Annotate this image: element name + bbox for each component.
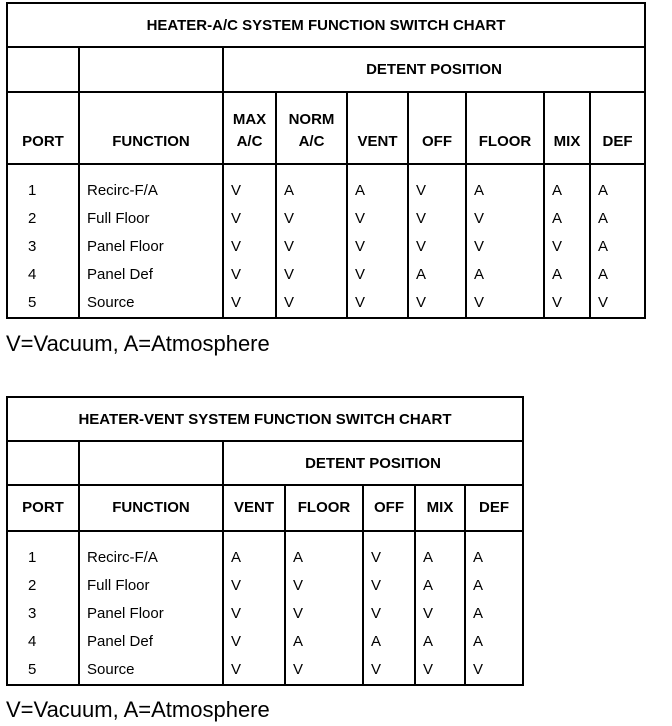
values-mix [544,164,590,318]
value-cell: A [473,577,484,594]
value-cell: V [371,605,382,622]
value-cell: V [371,661,382,678]
position-header-line: MIX [553,133,581,150]
value-cell: V [416,210,427,227]
detent-position-header: DETENT POSITION [223,441,523,485]
value-cell: V [355,210,366,227]
value-cell: V [552,294,563,311]
values-floor [466,164,544,318]
value-cell: A [423,633,434,650]
function-name: Panel Def [87,266,153,283]
heater-ac-chart [6,2,646,319]
detent-position-header: DETENT POSITION [223,47,645,92]
value-cell: V [284,238,295,255]
value-cell: A [598,266,609,283]
function-name: Panel Def [87,633,153,650]
value-cell: A [473,633,484,650]
value-cell: A [598,182,609,199]
values-vent [223,531,285,685]
value-cell: V [355,238,366,255]
position-header-line: FLOOR [478,133,532,150]
blank-cell [79,441,223,485]
position-header-line: A/C [236,133,263,150]
function-name: Recirc-F/A [87,182,158,199]
function-column [79,164,223,318]
value-cell: V [355,266,366,283]
values-norm-ac [276,164,347,318]
function-column [79,531,223,685]
position-header-line: A/C [298,133,325,150]
position-header-line: VENT [357,133,398,150]
value-cell: V [231,294,242,311]
legend-text: V=Vacuum, A=Atmosphere [6,697,270,722]
value-cell: V [293,577,304,594]
function-name: Panel Floor [87,238,164,255]
value-cell: A [598,210,609,227]
function-name: Full Floor [87,210,150,227]
value-cell: V [284,294,295,311]
legend-text: V=Vacuum, A=Atmosphere [6,331,270,356]
value-cell: A [416,266,427,283]
port-header: PORT [7,92,79,164]
function-name: Source [87,661,135,678]
value-cell: A [473,605,484,622]
values-vent [347,164,408,318]
value-cell: A [371,633,382,650]
port-number: 2 [28,210,37,227]
value-cell: V [473,661,484,678]
value-cell: A [423,549,434,566]
port-column [7,531,79,685]
position-header-vent: VENT [223,485,285,531]
position-header-line: MAX [232,111,267,128]
value-cell: V [293,661,304,678]
value-cell: V [284,210,295,227]
values-def [590,164,645,318]
value-cell: V [416,294,427,311]
value-cell: V [231,605,242,622]
position-header-off: OFF [363,485,415,531]
position-header-vent [347,92,408,164]
value-cell: V [355,294,366,311]
blank-cell [7,47,79,92]
value-cell: V [416,238,427,255]
value-cell: V [474,238,485,255]
position-header-mix: MIX [415,485,465,531]
value-cell: V [552,238,563,255]
function-name: Full Floor [87,577,150,594]
position-header-max-ac [223,92,276,164]
position-header-line: DEF [602,133,633,150]
value-cell: A [598,238,609,255]
value-cell: V [231,266,242,283]
value-cell: A [552,210,563,227]
port-number: 3 [28,238,37,255]
value-cell: A [423,577,434,594]
values-off [408,164,466,318]
value-cell: A [552,266,563,283]
blank-cell [7,441,79,485]
value-cell: V [416,182,427,199]
function-name: Panel Floor [87,605,164,622]
value-cell: A [231,549,242,566]
value-cell: A [355,182,366,199]
values-off [363,531,415,685]
position-header-norm-ac [276,92,347,164]
position-header-floor [466,92,544,164]
value-cell: V [371,577,382,594]
value-cell: V [231,661,242,678]
function-header: FUNCTION [79,92,223,164]
port-number: 4 [28,633,37,650]
chart-title: HEATER-VENT SYSTEM FUNCTION SWITCH CHART [7,397,523,441]
position-header-def: DEF [465,485,523,531]
port-header: PORT [7,485,79,531]
function-name: Recirc-F/A [87,549,158,566]
value-cell: V [371,549,382,566]
port-column [7,164,79,318]
port-number: 3 [28,605,37,622]
value-cell: A [293,549,304,566]
value-cell: V [231,633,242,650]
value-cell: V [231,577,242,594]
position-header-off [408,92,466,164]
value-cell: V [231,210,242,227]
position-header-def [590,92,645,164]
value-cell: V [231,182,242,199]
heater-vent-chart [6,396,524,686]
port-number: 1 [28,182,37,199]
value-cell: V [598,294,609,311]
value-cell: V [293,605,304,622]
port-number: 2 [28,577,37,594]
position-header-line: NORM [288,111,335,128]
value-cell: A [552,182,563,199]
value-cell: A [474,182,485,199]
value-cell: V [423,605,434,622]
value-cell: V [423,661,434,678]
values-def [465,531,523,685]
function-name: Source [87,294,135,311]
values-mix [415,531,465,685]
value-cell: A [293,633,304,650]
values-max-ac [223,164,276,318]
port-number: 5 [28,294,37,311]
value-cell: A [473,549,484,566]
blank-cell [79,47,223,92]
position-header-floor: FLOOR [285,485,363,531]
port-number: 4 [28,266,37,283]
value-cell: V [231,238,242,255]
value-cell: A [474,266,485,283]
value-cell: V [284,266,295,283]
position-header-mix [544,92,590,164]
chart-title: HEATER-A/C SYSTEM FUNCTION SWITCH CHART [7,3,645,47]
function-header: FUNCTION [79,485,223,531]
value-cell: A [284,182,295,199]
values-floor [285,531,363,685]
value-cell: V [474,210,485,227]
port-number: 5 [28,661,37,678]
value-cell: V [474,294,485,311]
position-header-line: OFF [422,133,452,150]
port-number: 1 [28,549,37,566]
